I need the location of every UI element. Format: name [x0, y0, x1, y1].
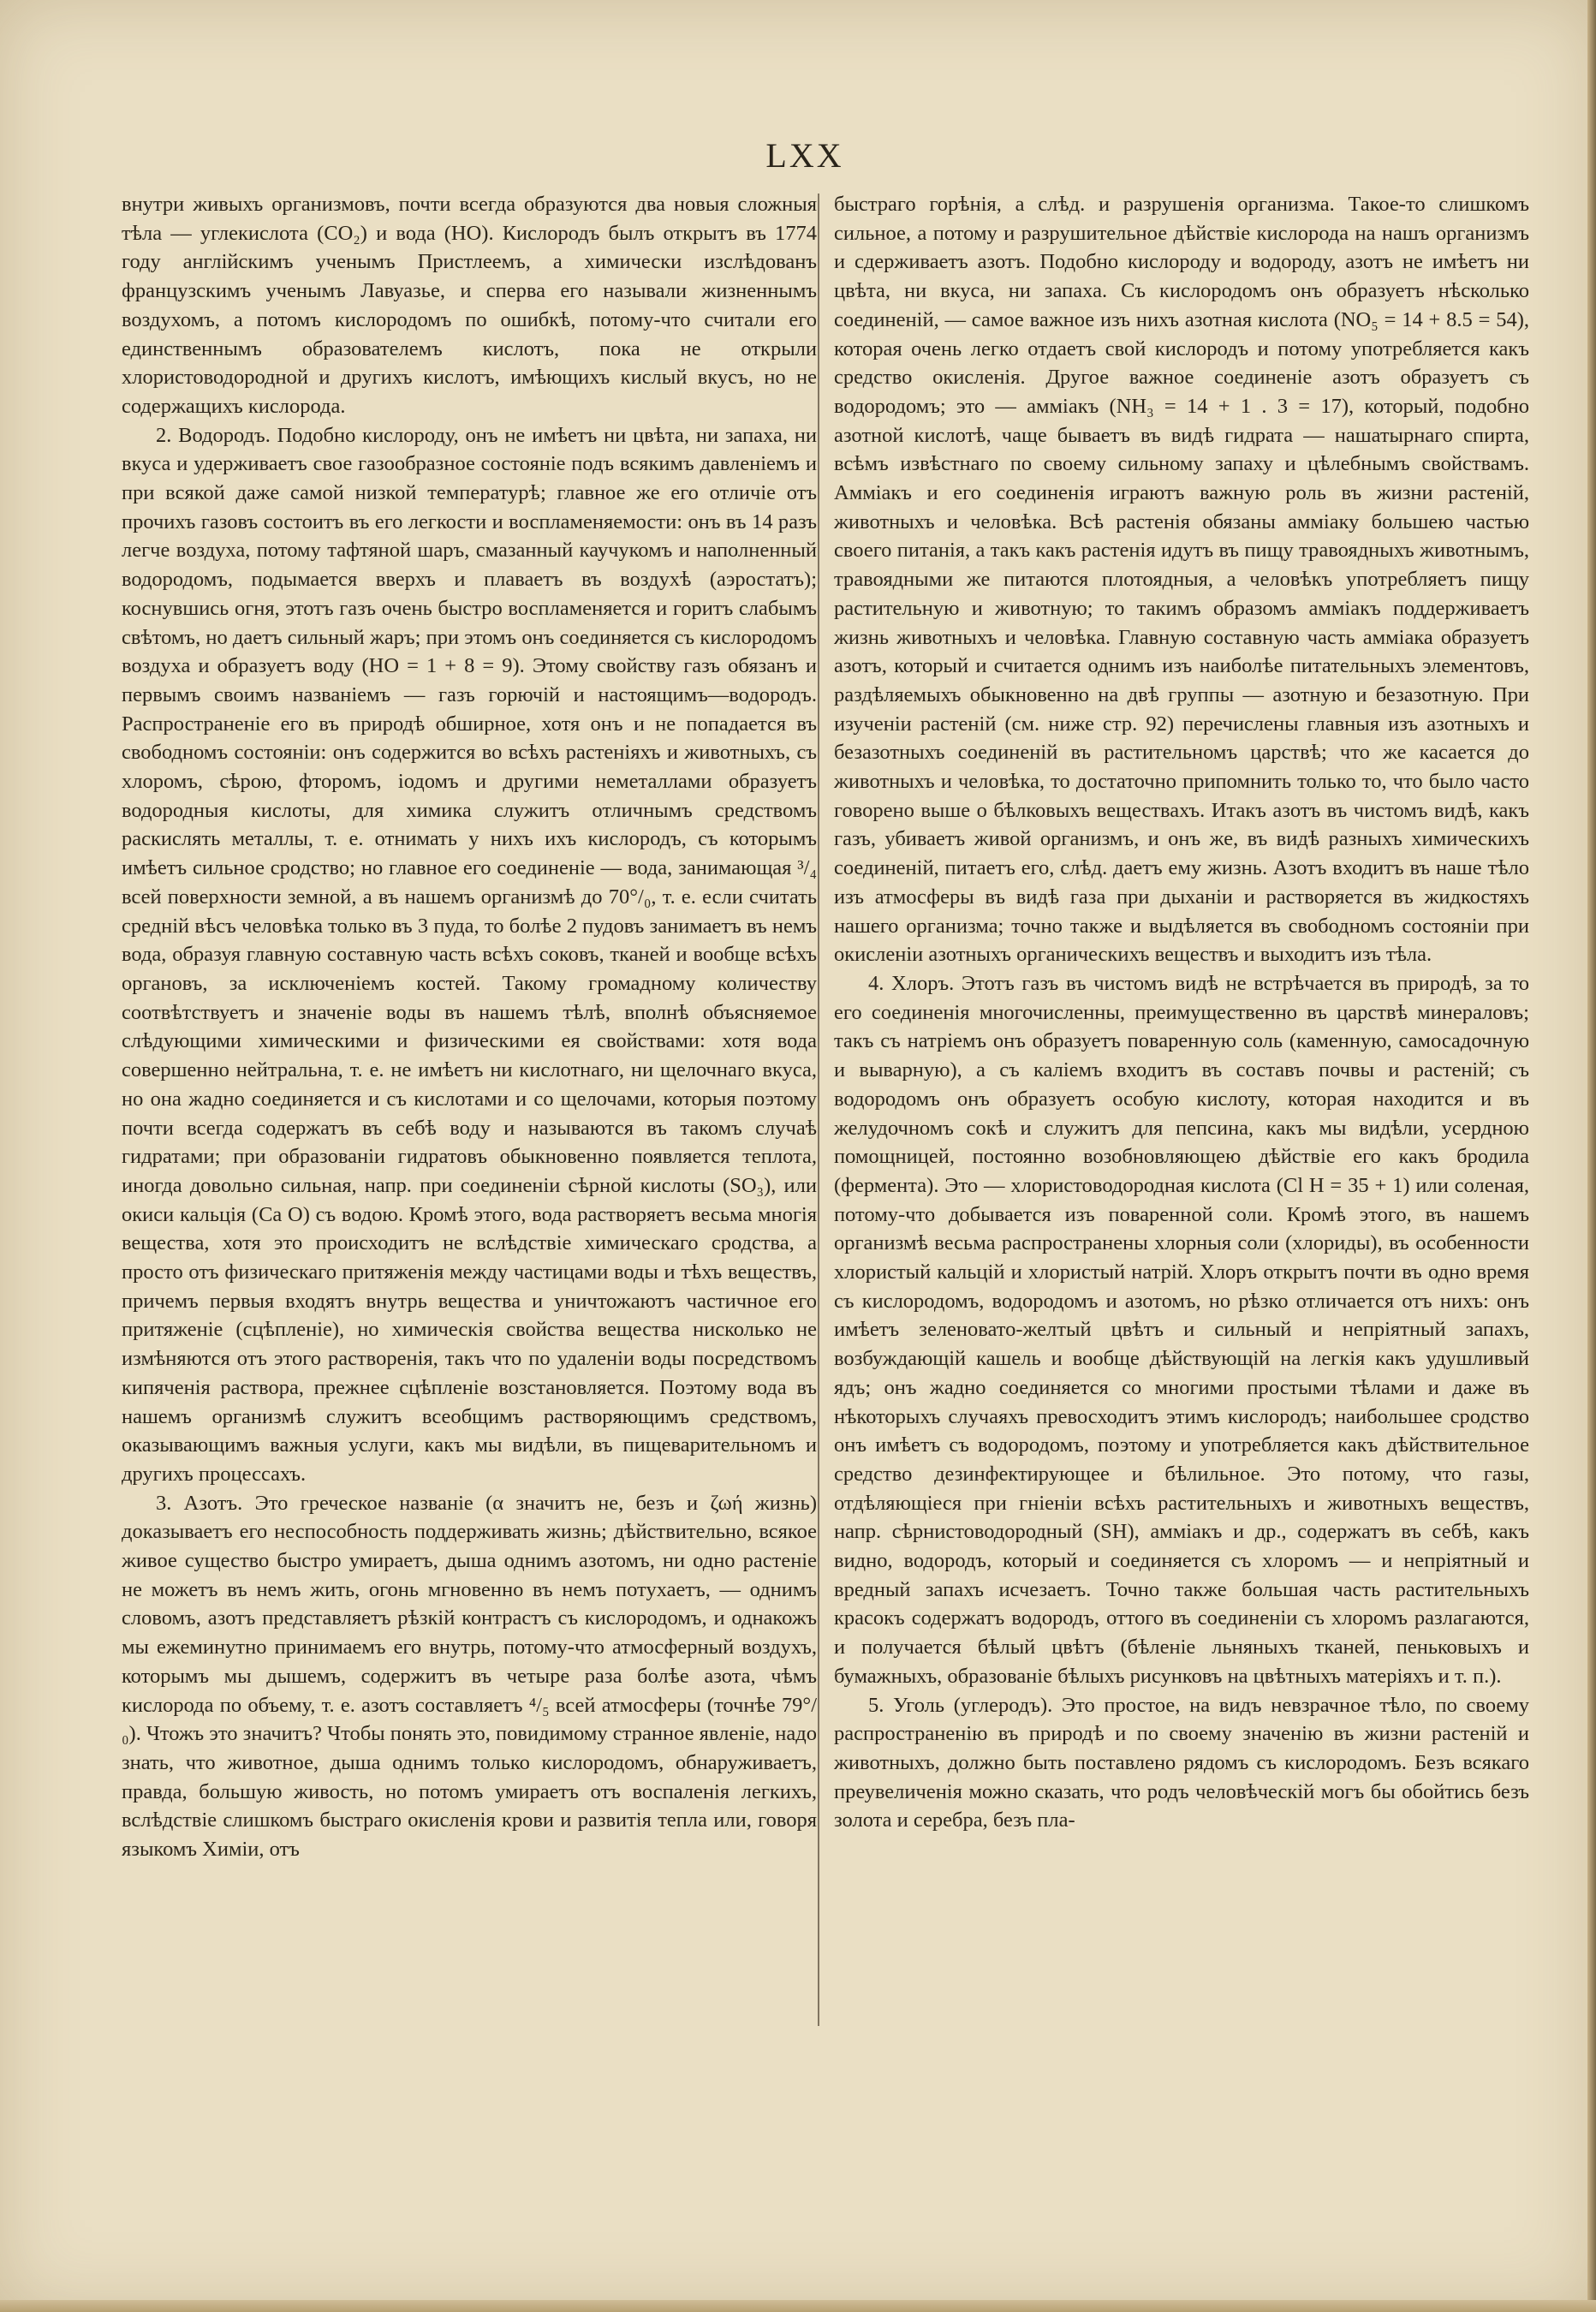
right-column: [834, 190, 1529, 1835]
paragraph-oxygen-end: внутри живыхъ организмовъ, почти всегда образуются два новыя сложныя тѣла — углекислота (CO₂) и вода (HO). Кислородъ былъ открытъ въ 1774 году англійскимъ ученымъ Пристлеемъ, а химически изслѣдованъ французскимъ ученымъ Лавуазье, и сперва его называли жизненнымъ воздухомъ, а потомъ кислородомъ по ошибкѣ, потому-что считали его единственнымъ образователемъ кислотъ, пока не открыли хлористоводородной и другихъ кислотъ, имѣющихъ кислый вкусъ, но не содержащихъ кислорода.: [122, 193, 817, 418]
column-divider: [818, 194, 819, 2026]
page-edge-right: [1587, 0, 1596, 2312]
paragraph-chlorine: 4. Хлоръ. Этотъ газъ въ чистомъ видѣ не встрѣчается въ природѣ, за то его соединенія многочисленны, преимущественно въ царствѣ минераловъ; такъ съ натріемъ онъ образуетъ поваренную соль (каменную, самосадочную и выварную), а съ каліемъ входитъ въ составъ почвы и растеній; съ водородомъ онъ образуетъ особую кислоту, которая находится и въ желудочномъ сокѣ и служитъ для пепсина, какъ мы видѣли, усердною помощницей, постоянно возобновляющею дѣйствіе его какъ бродила (фермента). Это — хлористоводородная кислота (Cl H = 35 + 1) или соленая, потому-что добывается изъ поваренной соли. Кромѣ этого, въ нашемъ организмѣ весьма распространены хлорныя соли (хлориды), въ особенности хлористый кальцій и хлористый натрій. Хлоръ открытъ почти въ одно время съ кислородомъ, водородомъ и азотомъ, но рѣзко отличается отъ нихъ: онъ имѣетъ зеленовато-желтый цвѣтъ и сильный и непріятный запахъ, возбуждающій кашель и вообще дѣйствующій на легкія какъ удушливый ядъ; онъ жадно соединяется со многими простыми тѣлами и даже въ нѣкоторыхъ случаяхъ превосходитъ этимъ кислородъ; наибольшее сродство онъ имѣетъ съ водородомъ, поэтому и употребляется какъ дѣйствительное средство дезинфектирующее и бѣлильное. Это потому, что газы, отдѣляющіеся при гніеніи всѣхъ растительныхъ и животныхъ веществъ, напр. сѣрнистоводородный (SH), аммiакъ и др., содержатъ въ себѣ, какъ видно, водородъ, который и соединяется съ хлоромъ — и непріятный и вредный запахъ исчезаетъ. Точно также большая часть растительныхъ красокъ содержатъ водородъ, оттого въ соединеніи съ хлоромъ разлагаются, и получается бѣлый цвѣтъ (бѣленіе льняныхъ тканей, пеньковыхъ и бумажныхъ, образованіе бѣлыхъ рисунковъ на цвѣтныхъ матеріяхъ и т. п.).: [834, 971, 1529, 1688]
page-edge-bottom: [0, 2300, 1596, 2312]
left-column: [122, 190, 817, 1864]
paragraph-hydrogen: 2. Водородъ. Подобно кислороду, онъ не имѣетъ ни цвѣта, ни запаха, ни вкуса и удерживаетъ свое газообразное состояніе подъ всякимъ давленіемъ и при всякой даже самой низкой температурѣ; главное же его отличіе отъ прочихъ газовъ состоитъ въ его легкости и воспламеняемости: онъ въ 14 разъ легче воздуха, потому тафтяной шаръ, смазанный каучукомъ и наполненный водородомъ, подымается вверхъ и плаваетъ въ воздухѣ (аэростатъ); коснувшись огня, этотъ газъ очень быстро воспламеняется и горитъ слабымъ свѣтомъ, но даетъ сильный жаръ; при этомъ онъ соединяется съ кислородомъ воздуха и образуетъ воду (HO = 1 + 8 = 9). Этому свойству газъ обязанъ и первымъ своимъ названіемъ — газъ горючій и настоящимъ—водородъ. Распространеніе его въ природѣ обширное, хотя онъ и не попадается въ свободномъ состояніи: онъ содержится во всѣхъ растеніяхъ и животныхъ, съ хлоромъ, сѣрою, фторомъ, іодомъ и другими неметаллами образуетъ водородныя кислоты, для химика служитъ отличнымъ средствомъ раскислять металлы, т. е. отнимать у нихъ ихъ кислородъ, съ которымъ имѣетъ сильное сродство; но главное его соединеніе — вода, занимающая ³/₄ всей поверхности земной, а въ нашемъ организмѣ до 70°/₀, т. е. если считать средній вѣсъ человѣка только въ 3 пуда, то болѣе 2 пудовъ занимаетъ въ немъ вода, образуя главную составную часть всѣхъ соковъ, тканей и вообще всѣхъ органовъ, за исключеніемъ костей. Такому громадному количеству соотвѣтствуетъ и значеніе воды въ нашемъ тѣлѣ, вполнѣ объясняемое слѣдующими химическими и физическими ея свойствами: хотя вода совершенно нейтральна, т. е. не имѣетъ ни кислотнаго, ни щелочнаго вкуса, но она жадно соединяется и съ кислотами и со щелочами, которыя поэтому почти всегда содержатъ въ себѣ воду и называются въ такомъ случаѣ гидратами; при образованіи гидратовъ обыкновенно появляется теплота, иногда довольно сильная, напр. при соединеніи сѣрной кислоты (SO₃), или окиси кальція (Ca O) съ водою. Кромѣ этого, вода растворяетъ весьма многія вещества, хотя это происходитъ не вслѣдствіе химическаго сродства, а просто отъ физическаго притяженія между частицами воды и тѣхъ веществъ, причемъ первыя входятъ внутрь вещества и уничтожаютъ частичное его притяженіе (сцѣпленіе), но химическія свойства вещества нисколько не измѣняются отъ этого растворенія, такъ что по удаленіи воды посредствомъ кипяченія раствора, прежнее сцѣпленіе возстановляется. Поэтому вода въ нашемъ организмѣ служитъ всеобщимъ растворяющимъ средствомъ, оказывающимъ важныя услуги, какъ мы видѣли, въ пищеварительномъ и другихъ процессахъ.: [122, 423, 817, 1486]
paragraph-carbon: 5. Уголь (углеродъ). Это простое, на видъ невзрачное тѣло, по своему распространенію въ природѣ и по своему значенію въ жизни растеній и животныхъ, должно быть поставлено рядомъ съ кислородомъ. Безъ всякаго преувеличенія можно сказать, что родъ человѣческій могъ бы обойтись безъ золота и серебра, безъ пла-: [834, 1693, 1529, 1832]
page-number: LXX: [765, 136, 844, 175]
paragraph-nitrogen-continued: быстраго горѣнія, а слѣд. и разрушенія организма. Такое-то слишкомъ сильное, а потому и разрушительное дѣйствіе кислорода на нашъ организмъ и сдерживаетъ азотъ. Подобно кислороду и водороду, азотъ не имѣетъ ни цвѣта, ни вкуса, ни запаха. Съ кислородомъ онъ образуетъ нѣсколько соединеній, — самое важное изъ нихъ азотная кислота (NO₅ = 14 + 8.5 = 54), которая очень легко отдаетъ свой кислородъ и потому употребляется какъ средство окисленія. Другое важное соединеніе азотъ образуетъ съ водородомъ; это — аммiакъ (NH₃ = 14 + 1 . 3 = 17), который, подобно азотной кислотѣ, чаще бываетъ въ видѣ гидрата — нашатырнаго спирта, всѣмъ извѣстнаго по своему сильному запаху и цѣлебнымъ свойствамъ. Аммiакъ и его соединенія играютъ важную роль въ жизни растеній, животныхъ и человѣка. Всѣ растенія обязаны аммiаку большею частью своего питанія, а такъ какъ растенія идутъ въ пищу травоядныхъ животнымъ, травоядными же питаются плотоядныя, а человѣкъ употребляетъ пищу растительную и животную; то такимъ образомъ аммiакъ поддерживаетъ жизнь животныхъ и человѣка. Главную составную часть аммiака образуетъ азотъ, который и считается однимъ изъ наиболѣе питательныхъ элементовъ, раздѣляемыхъ обыкновенно на двѣ группы — азотную и безазотную. При изученіи растеній (см. ниже стр. 92) перечислены главныя изъ азотныхъ и безазотныхъ соединеній въ растительномъ царствѣ; что же касается до животныхъ и человѣка, то достаточно припомнить только то, что было часто говорено выше о бѣлковыхъ веществахъ. Итакъ азотъ въ чистомъ видѣ, какъ газъ, убиваетъ живой организмъ, и онъ же, въ видѣ разныхъ химическихъ соединеній, питаетъ его, слѣд. даетъ ему жизнь. Азотъ входитъ въ наше тѣло изъ атмосферы въ видѣ газа при дыханіи и растворяется въ жидкостяхъ нашего организма; точно также и выдѣляется въ свободномъ состояніи при окисленіи азотныхъ органическихъ веществъ и выходитъ изъ тѣла.: [834, 193, 1529, 967]
paragraph-nitrogen: 3. Азотъ. Это греческое названіе (α значитъ не, безъ и ζωή жизнь) доказываетъ его неспособность поддерживать жизнь; дѣйствительно, всякое живое существо быстро умираетъ, дыша однимъ азотомъ, ни одно растеніе не можетъ въ немъ жить, огонь мгновенно въ немъ потухаетъ, — однимъ словомъ, азотъ представляетъ рѣзкій контрастъ съ кислородомъ, и однакожъ мы ежеминутно принимаемъ его внутрь, потому-что атмосферный воздухъ, которымъ мы дышемъ, содержитъ въ четыре раза болѣе азота, чѣмъ кислорода по объему, т. е. азотъ составляетъ ⁴/₅ всей атмосферы (точнѣе 79°/₀). Чтожъ это значитъ? Чтобы понять это, повидимому странное явленіе, надо знать, что животное, дыша однимъ только кислородомъ, обнаруживаетъ, правда, большую живость, но потомъ умираетъ отъ воспаленія легкихъ, вслѣдствіе слишкомъ быстраго окисленія крови и развитія тепла или, говоря языкомъ Химіи, отъ: [122, 1491, 817, 1862]
